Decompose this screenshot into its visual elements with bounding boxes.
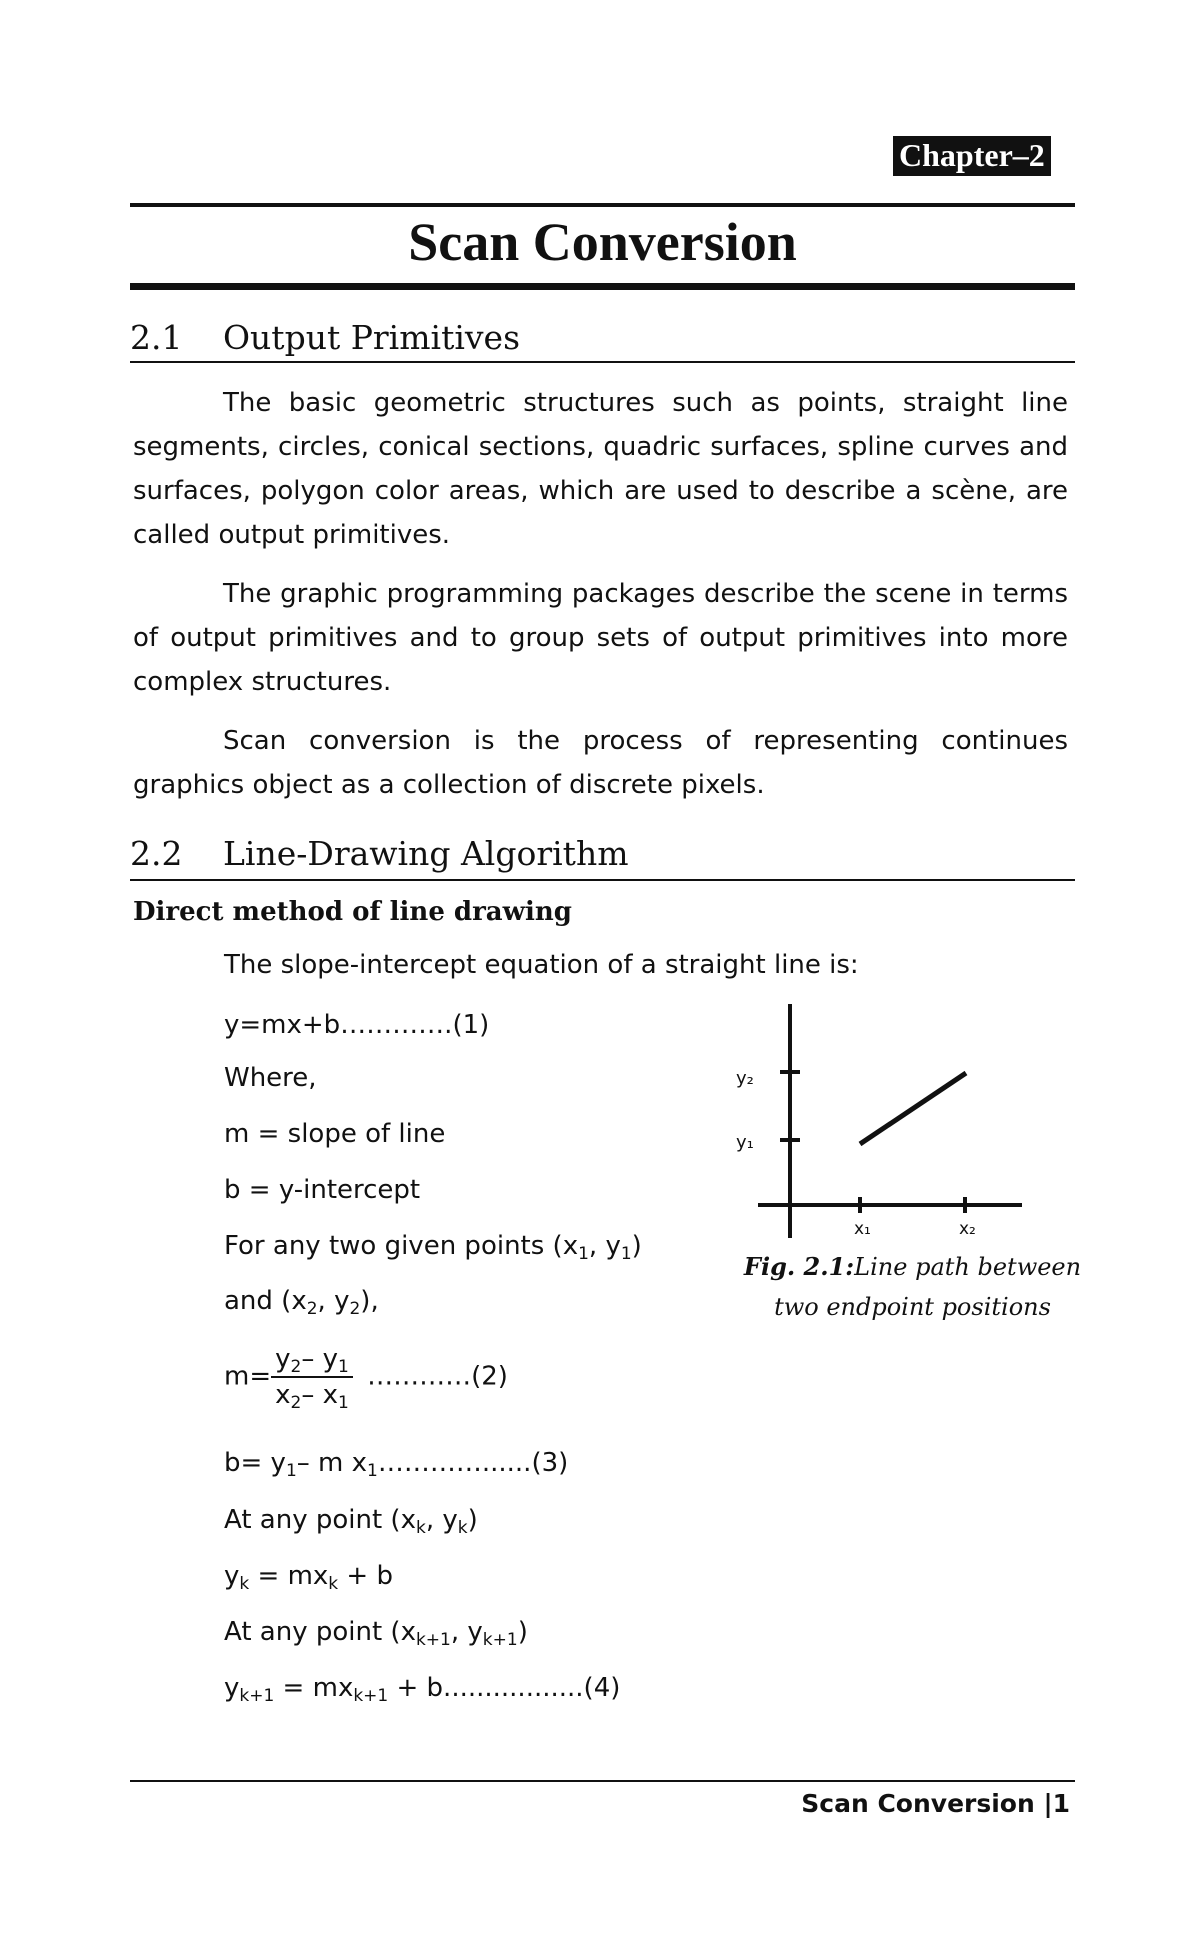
chapter-badge: Chapter–2: [893, 136, 1051, 176]
equation-4: $y_{k+1} = mx_{k+1} + b.................(4)$: [224, 1673, 621, 1706]
b-definition: b = y-intercept: [224, 1175, 421, 1205]
subheading: Direct method of line drawing: [133, 897, 572, 927]
point-k-line: At any point ($x_k$, $y_k$): [224, 1505, 478, 1538]
section-title: Output Primitives: [223, 318, 520, 357]
m-definition: m = slope of line: [224, 1119, 446, 1149]
figure-caption: Fig. 2.1:Line path between two endpoint positions: [743, 1252, 1082, 1321]
paragraph: The graphic programming packages describe the scene in terms of output primitives and to group sets of output primitives into more complex structures.: [133, 579, 1068, 697]
line-path-figure: [730, 1000, 1030, 1250]
intro-line: The slope-intercept equation of a straight line is:: [224, 950, 859, 980]
equation-3: $b= y_1-$ m $x_1\dots\dots\dots\dots......(3)$: [224, 1448, 569, 1481]
points-line-1: For any two given points ($x_1$, $y_1$): [224, 1231, 642, 1264]
section-title: Line-Drawing Algorithm: [223, 834, 629, 873]
page-footer: Scan Conversion |1: [801, 1789, 1070, 1818]
page-title: Scan Conversion: [408, 212, 797, 272]
line-segment: [860, 1073, 966, 1144]
section-rule: [130, 879, 1075, 881]
equation-1: y=mx+b………….(1): [224, 1010, 490, 1040]
paragraph: The basic geometric structures such as points, straight line segments, circles, conical sections, quadric surfaces, spline curves and surfaces, polygon color areas, which are used to describe a scène, are called output primitives.: [133, 388, 1068, 550]
slope-fraction: $\frac{y_2- y_1}{x_2- x_1}$: [271, 1344, 353, 1410]
y1-label: y₁: [736, 1132, 754, 1153]
paragraph: Scan conversion is the process of representing continues graphics object as a collection of discrete pixels.: [133, 726, 1068, 800]
section-number: 2.1: [130, 318, 183, 357]
equation-2: m= $\frac{y_2- y_1}{x_2- x_1}$ …………(2): [224, 1344, 508, 1413]
y2-label: y₂: [736, 1068, 754, 1089]
section-rule: [130, 361, 1075, 363]
section-heading-line-drawing: [130, 834, 1075, 874]
x2-label: x₂: [959, 1219, 976, 1239]
title-bottom-rule: [130, 283, 1075, 290]
points-line-2: and ($x_2$, $y_2$),: [224, 1286, 379, 1319]
footer-rule: [130, 1780, 1075, 1782]
section-number: 2.2: [130, 834, 183, 873]
point-k1-line: At any point ($x_{k+1}$, $y_{k+1}$): [224, 1617, 528, 1650]
title-top-rule: [130, 203, 1075, 207]
where-label: Where,: [224, 1063, 317, 1093]
x1-label: x₁: [854, 1219, 871, 1239]
section-heading-output-primitives: [130, 318, 1075, 358]
equation-k: $y_k = mx_k + b$: [224, 1561, 393, 1594]
